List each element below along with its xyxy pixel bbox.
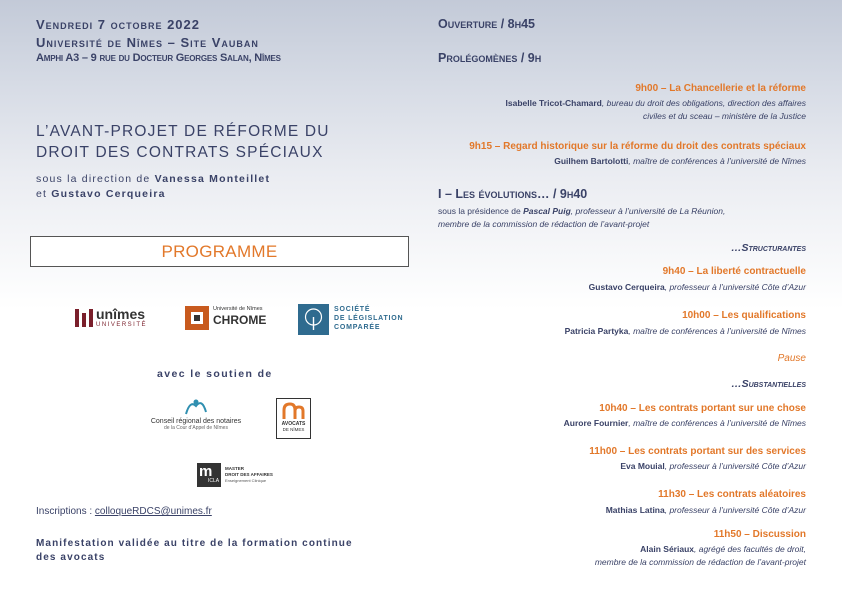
pause-label: Pause <box>777 353 806 364</box>
item-8-title: 11h50 – Discussion <box>713 529 806 540</box>
part-1-heading: I – Les évolutions… / 9h40 <box>438 187 588 201</box>
presidency-prefix: sous la présidence de <box>438 206 521 216</box>
notaires-emblem-icon <box>182 396 210 416</box>
title-line-2: DROIT DES CONTRATS SPÉCIAUX <box>36 144 324 161</box>
prolegomenes-heading: Prolégomènes / 9h <box>438 51 542 65</box>
item-8-role-2: membre de la commission de rédaction de l’avant-projet <box>594 557 806 567</box>
item-4-speaker-name: Patricia Partyka <box>564 326 629 336</box>
item-5-title: 10h40 – Les contrats portant sur une chose <box>599 403 806 414</box>
inscriptions-label: Inscriptions : <box>36 506 93 517</box>
notaires-line-2: de la Cour d’Appel de Nîmes <box>164 425 228 431</box>
master-mark: ICLA <box>208 478 220 484</box>
notaires-logo <box>136 396 256 436</box>
item-4-role: , maître de conférences à l’université de Nîmes <box>628 326 806 336</box>
item-5-speaker <box>564 417 806 430</box>
ouverture-heading: Ouverture / 8h45 <box>438 17 536 31</box>
item-7-speaker <box>606 504 806 517</box>
direction-connector: et <box>36 188 48 200</box>
unimes-emblem-icon <box>74 307 94 329</box>
item-8-speaker <box>595 543 806 569</box>
slc-logo <box>298 304 408 336</box>
item-2-title: 9h15 – Regard historique sur la réforme du droit des contrats spéciaux <box>469 141 806 152</box>
item-2-speaker-name: Guilhem Bartolotti <box>554 156 629 166</box>
title-line-1: L’AVANT-PROJET DE RÉFORME DU <box>36 123 330 140</box>
director-2: Gustavo Cerqueira <box>51 188 166 200</box>
director-1: Vanessa Monteillet <box>154 173 271 185</box>
master-logo <box>197 463 277 487</box>
slc-line-3: COMPARÉE <box>334 324 381 331</box>
item-8-role: , agrégé des facultés de droit, <box>694 544 806 554</box>
item-2-speaker <box>554 155 806 168</box>
colloquium-title <box>36 121 330 163</box>
support-label: avec le soutien de <box>157 368 273 380</box>
item-4-speaker <box>565 325 806 338</box>
avocats-logo <box>276 398 311 439</box>
item-6-role: , professeur à l’université Côte d’Azur <box>664 461 806 471</box>
item-5-role: , maître de conférences à l’université de Nîmes <box>628 418 806 428</box>
programme-banner <box>30 236 409 267</box>
item-5-speaker-name: Aurore Fournier <box>563 418 629 428</box>
avocats-emblem-icon <box>281 402 306 420</box>
inscriptions-email-link[interactable]: colloqueRDCS@unimes.fr <box>94 506 212 517</box>
presidency-role: , professeur à l’université de La Réunion, <box>570 206 726 216</box>
direction-line-2 <box>36 188 166 200</box>
item-7-speaker-name: Mathias Latina <box>605 505 665 515</box>
presidency-role-2: membre de la commission de rédaction de l’avant-projet <box>438 219 650 229</box>
event-university: Université de Nîmes – Site Vauban <box>36 35 259 50</box>
validation-note <box>36 537 353 565</box>
direction-line-1 <box>36 173 270 185</box>
direction-prefix: sous la direction de <box>36 173 151 185</box>
notaires-line-1: Conseil régional des notaires <box>150 418 242 425</box>
slc-line-2: DE LÉGISLATION <box>334 315 404 322</box>
validation-line-2: des avocats <box>36 552 106 563</box>
item-7-role: , professeur à l’université Côte d’Azur <box>664 505 806 515</box>
item-3-role: , professeur à l’université Côte d’Azur <box>664 282 806 292</box>
event-address: Amphi A3 – 9 rue du Docteur Georges Salan, Nîmes <box>36 52 281 64</box>
avocats-line-1: AVOCATS <box>281 421 306 427</box>
item-3-speaker <box>589 281 806 294</box>
item-1-speaker-name: Isabelle Tricot-Chamard <box>505 98 602 108</box>
unimes-logo <box>74 306 150 330</box>
item-6-speaker-name: Eva Mouial <box>620 461 665 471</box>
item-1-role-2: civiles et du sceau – ministère de la Justice <box>643 111 806 121</box>
item-7-title: 11h30 – Les contrats aléatoires <box>658 489 806 500</box>
part-1-presidency <box>438 205 725 231</box>
avocats-line-2: DE NÎMES <box>282 427 305 432</box>
item-4-title: 10h00 – Les qualifications <box>682 310 806 321</box>
programme-label: PROGRAMME <box>161 242 278 261</box>
validation-line-1: Manifestation validée au titre de la formation continue <box>36 538 353 549</box>
inscriptions <box>36 506 212 517</box>
chrome-top-text: Université de Nîmes <box>213 306 263 312</box>
unimes-subtitle: UNIVERSITÉ <box>96 322 148 328</box>
item-6-title: 11h00 – Les contrats portant sur des services <box>589 446 806 457</box>
subsection-structurantes: …Structurantes <box>730 242 806 254</box>
item-1-speaker <box>506 97 807 123</box>
item-1-role-1: , bureau du droit des obligations, direction des affaires <box>601 98 806 108</box>
subsection-substantielles: …Substantielles <box>731 378 806 390</box>
master-line-1: MASTER <box>225 466 244 471</box>
item-6-speaker <box>620 460 806 473</box>
chrome-logo <box>185 305 275 331</box>
master-line-2: DROIT DES AFFAIRES <box>225 472 273 477</box>
event-date: Vendredi 7 octobre 2022 <box>36 17 200 32</box>
tree-icon <box>298 304 329 335</box>
slc-line-1: SOCIÉTÉ <box>334 306 371 313</box>
item-1-title: 9h00 – La Chancellerie et la réforme <box>635 83 806 94</box>
item-3-speaker-name: Gustavo Cerqueira <box>588 282 665 292</box>
item-3-title: 9h40 – La liberté contractuelle <box>662 266 806 277</box>
unimes-wordmark: unîmes <box>96 306 146 322</box>
master-line-3: Enseignement Clinique <box>225 478 267 483</box>
item-2-role: , maître de conférences à l’université de Nîmes <box>628 156 806 166</box>
chrome-wordmark: CHROME <box>213 313 267 327</box>
master-emblem-icon: m ICLA <box>197 463 221 487</box>
presidency-name: Pascal Puig <box>523 206 571 216</box>
chrome-emblem-icon <box>185 306 209 330</box>
item-8-speaker-name: Alain Sériaux <box>640 544 694 554</box>
